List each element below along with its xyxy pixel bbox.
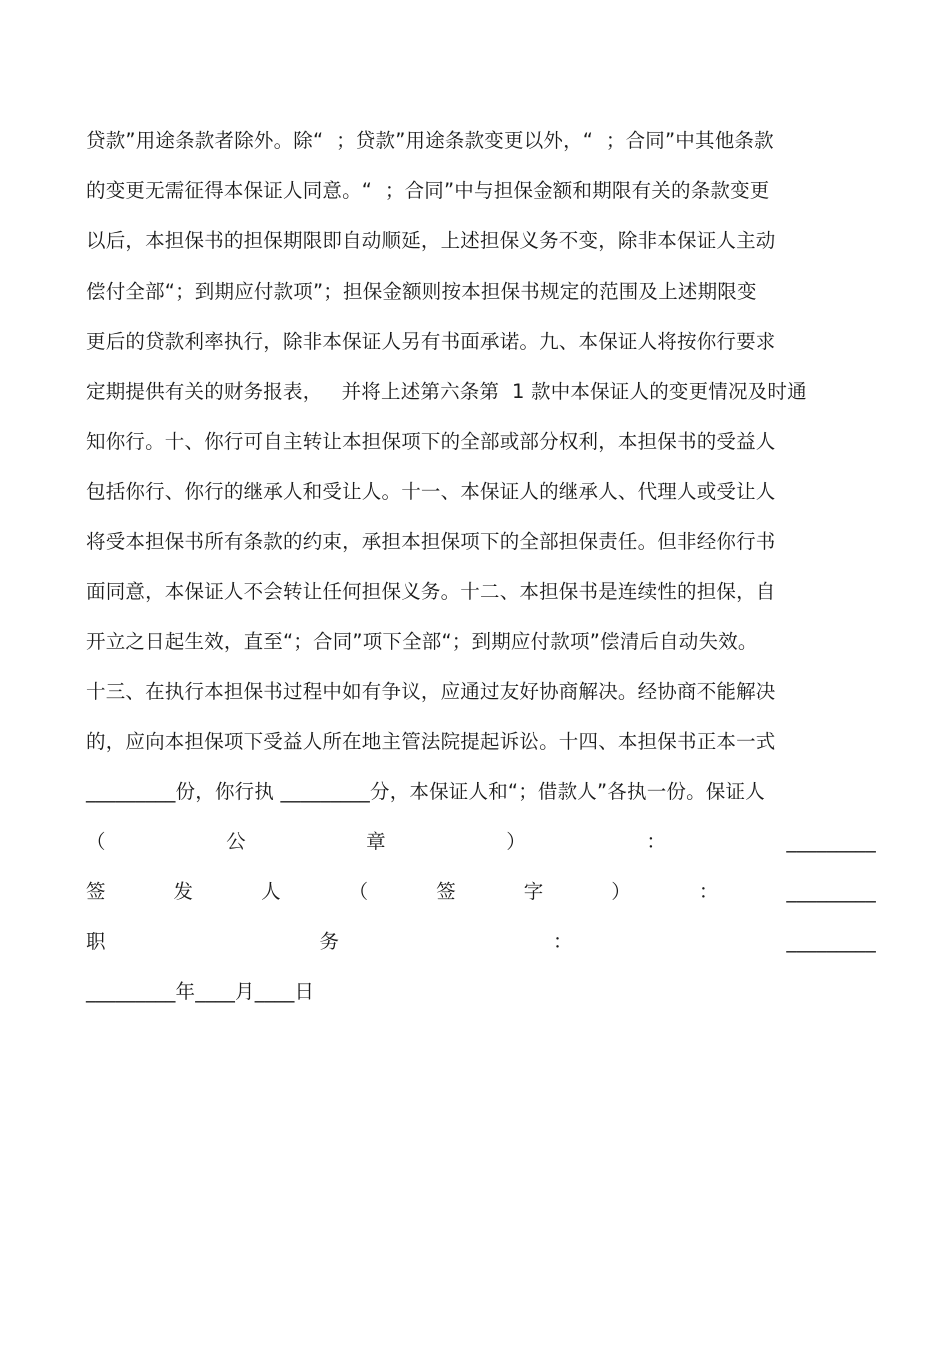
signer-char-zi: 字 bbox=[523, 880, 544, 903]
signer-row bbox=[86, 879, 876, 905]
text-line: 更后的贷款利率执行，除非本保证人另有书面承诺。九、本保证人将按你行要求 bbox=[86, 330, 776, 353]
text-line: 包括你行、你行的继承人和受让人。十一、本保证人的继承人、代理人或受让人 bbox=[86, 480, 776, 503]
text-line: 的变更无需征得本保证人同意。“ ；合同”中与担保金额和期限有关的条款变更 bbox=[86, 179, 770, 202]
text-line: 以后，本担保书的担保期限即自动顺延，上述担保义务不变，除非本保证人主动 bbox=[86, 229, 776, 252]
text-line: _________份，你行执 _________分，本保证人和“；借款人”各执一份。保证人 bbox=[86, 780, 765, 803]
signer-char-fa: 发 bbox=[173, 880, 194, 903]
seal-char-zhang: 章 bbox=[366, 830, 386, 853]
text-line: 将受本担保书所有条款的约束，承担本担保项下的全部担保责任。但非经你行书 bbox=[86, 530, 776, 553]
job-title-row bbox=[86, 929, 876, 955]
seal-open-paren: （ bbox=[86, 830, 106, 853]
text-line: 定期提供有关的财务报表， 并将上述第六条第 1 款中本保证人的变更情况及时通 bbox=[86, 380, 807, 403]
text-line: 贷款”用途条款者除外。除“ ；贷款”用途条款变更以外，“ ；合同”中其他条款 bbox=[86, 129, 774, 152]
text-line: 知你行。十、你行可自主转让本担保项下的全部或部分权利，本担保书的受益人 bbox=[86, 430, 776, 453]
signer-close-paren: ） bbox=[611, 880, 631, 903]
seal-blank: _________ bbox=[786, 830, 876, 853]
text-line: 面同意，本保证人不会转让任何担保义务。十二、本担保书是连续性的担保，自 bbox=[86, 580, 776, 603]
text-line: 偿付全部“；到期应付款项”；担保金额则按本担保书规定的范围及上述期限变 bbox=[86, 280, 757, 303]
signer-char-ren: 人 bbox=[261, 880, 281, 903]
title-char-zhi: 职 bbox=[86, 930, 106, 953]
text-line: 十三、在执行本担保书过程中如有争议，应通过友好协商解决。经协商不能解决 bbox=[86, 680, 776, 703]
signer-open-paren: （ bbox=[348, 880, 369, 903]
signer-colon: ： bbox=[698, 880, 719, 903]
seal-close-paren: ） bbox=[506, 830, 526, 853]
signer-blank: _________ bbox=[786, 880, 876, 903]
signer-char-qian: 签 bbox=[86, 880, 106, 903]
seal-char-gong: 公 bbox=[226, 830, 246, 853]
seal-signature-row bbox=[86, 829, 876, 855]
text-line: 的，应向本担保项下受益人所在地主管法院提起诉讼。十四、本担保书正本一式 bbox=[86, 730, 776, 753]
date-line: _________年____月____日 bbox=[86, 980, 315, 1003]
title-blank: _________ bbox=[786, 930, 876, 953]
seal-colon: ： bbox=[646, 830, 667, 853]
title-char-wu: 务 bbox=[319, 930, 340, 953]
signer-char-qian2: 签 bbox=[436, 880, 456, 903]
text-line: 开立之日起生效，直至“；合同”项下全部“；到期应付款项”偿清后自动失效。 bbox=[86, 630, 758, 653]
title-colon: ： bbox=[552, 930, 573, 953]
